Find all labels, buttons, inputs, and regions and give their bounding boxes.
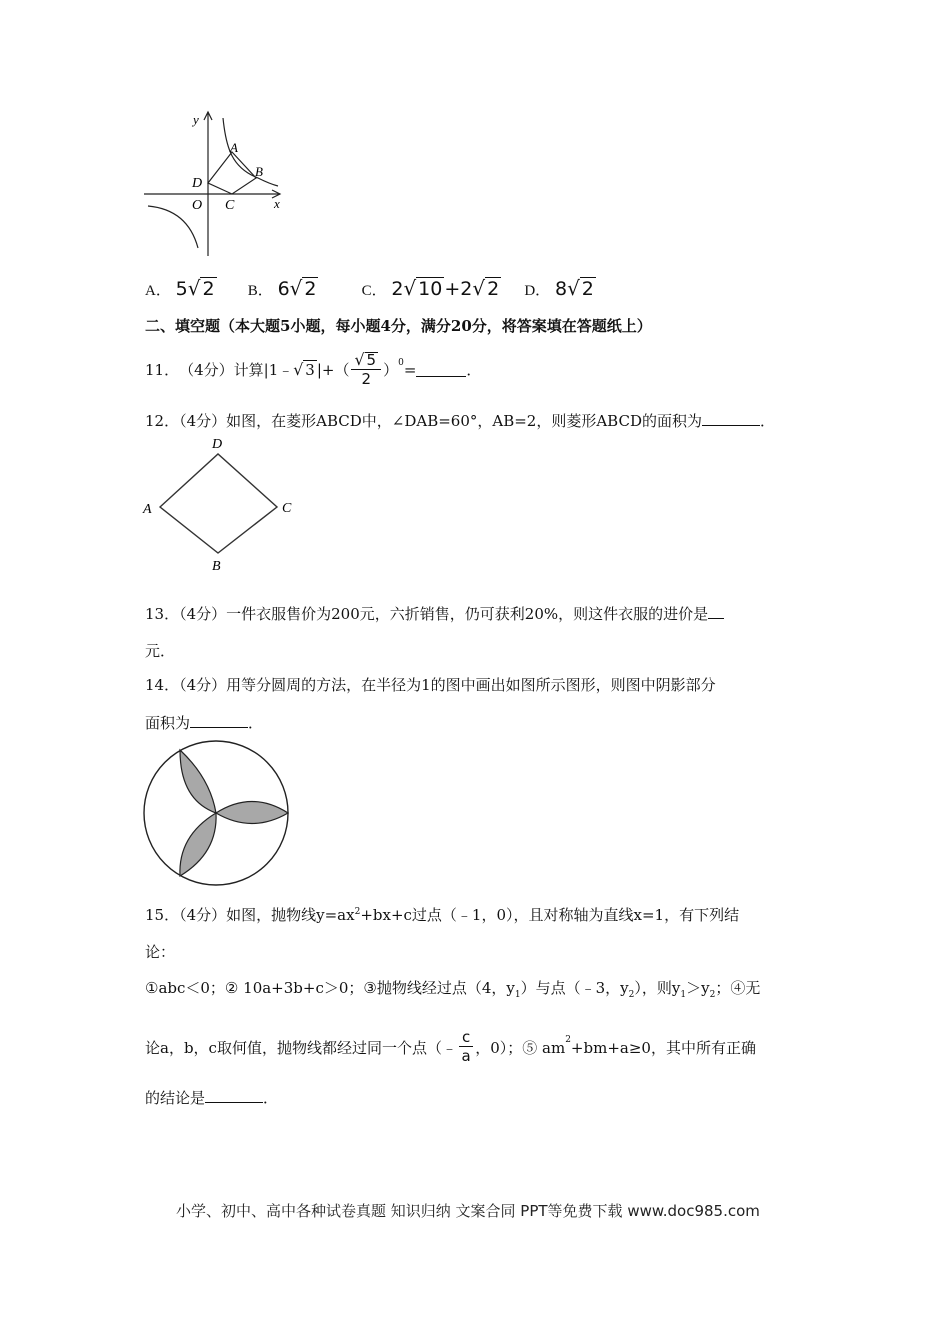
section-2-heading: 二、填空题（本大题5小题，每小题4分，满分20分，将答案填在答题纸上） <box>145 317 652 335</box>
question-14: 14．（4分）用等分圆周的方法，在半径为1的图中画出如图所示图形，则图中阴影部分 <box>145 676 716 694</box>
question-13: 13．（4分）一件衣服售价为200元，六折销售，仍可获利20%，则这件衣服的进价是 <box>145 603 724 624</box>
point-a-label: A <box>230 140 238 155</box>
rhombus-figure <box>140 432 310 577</box>
q10-options <box>145 276 596 300</box>
answer-blank-12[interactable] <box>702 411 760 426</box>
question-14-line2: 面积为 ． <box>145 714 264 732</box>
circle-petal-figure <box>140 738 292 890</box>
rhombus-label-a: A <box>143 502 152 517</box>
axis-x-label: x <box>274 196 280 211</box>
question-15: 15．（4分）如图，抛物线$y=ax^2+bx+c$过点（﹣1，0），且对称轴为直线x=1，有下列结 <box>145 906 740 924</box>
question-13-line2: 元． <box>145 642 176 660</box>
question-15-line2: 论： <box>145 943 176 961</box>
option-a: A． 5 √ 2 <box>145 276 215 300</box>
question-12: 12．（4分）如图，在菱形ABCD中，∠DAB=60°，AB=2，则菱形ABCD的面积为 ． <box>145 412 776 430</box>
question-15-line5: 的结论是 ． <box>145 1089 279 1107</box>
answer-blank-15[interactable] <box>205 1088 263 1103</box>
option-d: D． 8 √ 2 <box>524 276 594 300</box>
rhombus-label-d: D <box>212 437 223 452</box>
question-15-line3: ①abc＜0；② 10a+3b+c＞0；③抛物线经过点（4，$y_1$）与点（﹣3，$y_2$），则$y_1>y_2$；④无 <box>145 979 761 1000</box>
question-11: 11． （4分） 计算|1﹣ √ 3 |+（ √ 5 2 ） $^0$ = ． <box>145 350 482 389</box>
answer-blank-14[interactable] <box>190 713 248 728</box>
q10-figure <box>140 108 290 258</box>
rhombus-label-b: B <box>212 559 221 574</box>
origin-label: O <box>192 198 203 213</box>
footer-text: 小学、初中、高中各种试卷真题 知识归纳 文案合同 PPT等免费下载 www.doc985.com <box>176 1202 760 1220</box>
question-15-line4: 论a，b，c取何值，抛物线都经过同一个点（﹣ $\frac{c}{a}$ ，0）；⑤ am $^2$ +bm+a≥0，其中所有正确 <box>145 1028 756 1065</box>
rhombus-label-c: C <box>282 501 292 516</box>
option-c: C． 2 √ 10 +2 √ 2 <box>361 276 500 300</box>
fraction-c-over-a: $\frac{c}{a}$ <box>459 1030 473 1064</box>
answer-blank-11[interactable] <box>416 362 466 377</box>
point-b-label: B <box>255 164 263 179</box>
fraction-sqrt5-over-2: √ 5 2 <box>351 352 381 387</box>
point-c-label: C <box>225 198 235 213</box>
axis-y-label: y <box>193 112 199 127</box>
answer-blank-13[interactable] <box>708 604 724 619</box>
point-d-label: D <box>192 176 203 191</box>
option-b: B． 6 √ 2 <box>247 276 317 300</box>
